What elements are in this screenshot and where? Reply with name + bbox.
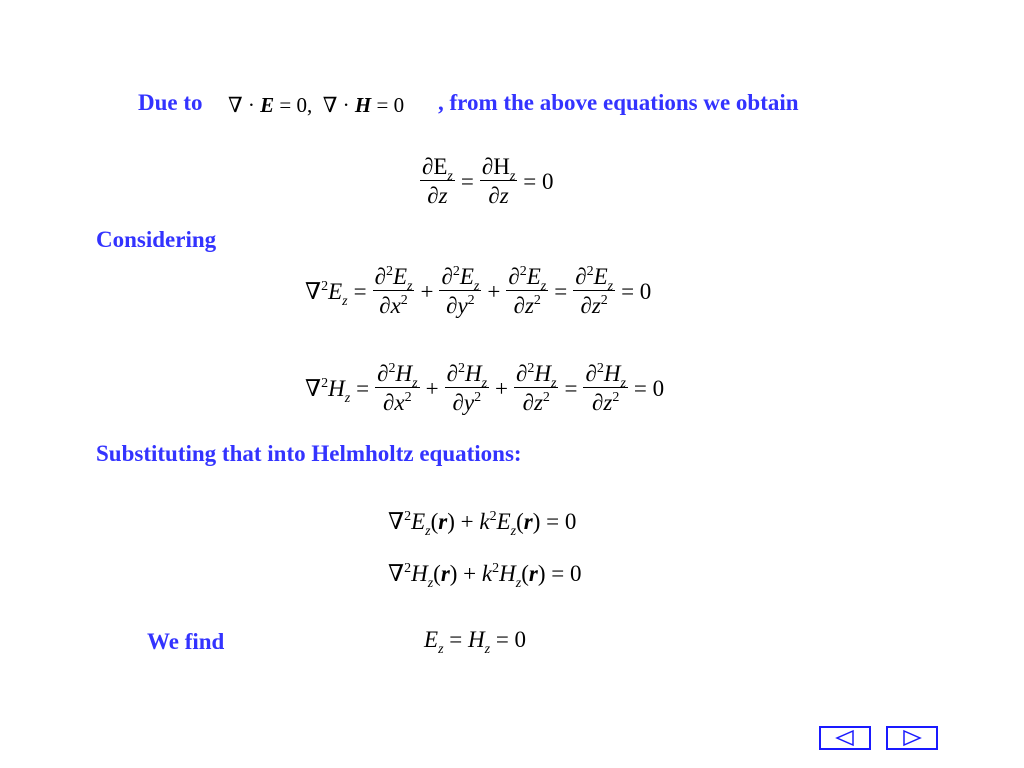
frac-d2Ez-dx2: $\frac{\partial^2E_z}{\partial x^2}$ — [374, 264, 413, 318]
frac-d2Ez-dz2: $\frac{\partial^2E_z}{\partial z^2}$ — [508, 264, 547, 318]
frac-d2Hz-dy2: $\frac{\partial^2H_z}{\partial y^2}$ — [446, 361, 488, 415]
frac-d2Hz-dz2-only: $\frac{\partial^2H_z}{\partial z^2}$ — [585, 361, 626, 415]
helmholtz-Ez: $\nabla^2E_z(r) + k^2E_z(r) = 0$ — [388, 509, 577, 539]
frac-d2Hz-dx2: $\frac{\partial^2H_z}{\partial x^2}$ — [377, 361, 418, 415]
result-equation: $E_z = H_z = 0$ — [424, 627, 527, 657]
frac-d2Hz-dz2: $\frac{\partial^2H_z}{\partial z^2}$ — [516, 361, 557, 415]
intro-prefix: Due to — [138, 90, 203, 115]
substituting-label: Substituting that into Helmholtz equations: — [96, 441, 522, 466]
eq-laplacian-Hz: $\nabla^2H_z$ = $\frac{\partial^2H_z}{\partial x^2}$ + $\frac{\partial^2H_z}{\partial y^2}$ + $\frac{\partial^2H_z}{\partial z^2}$ = $\frac{\partial^2H_z}{\partial z^2}$ = 0 — [305, 361, 665, 415]
lhs-laplacian-Hz: $\nabla^2H_z$ — [305, 375, 351, 406]
frac-d2Ez-dy2: $\frac{\partial^2E_z}{\partial y^2}$ — [441, 264, 480, 318]
lhs-laplacian-Ez: $\nabla^2E_z$ — [305, 278, 348, 309]
next-slide-button[interactable] — [886, 726, 938, 750]
considering-label: Considering — [96, 227, 217, 252]
frac-dHz-dz: $\frac{\partial H_z}{\partial z}$ — [481, 154, 516, 208]
triangle-right-icon — [888, 728, 936, 748]
intro-suffix: , from the above equations we obtain — [438, 90, 799, 115]
we-find-label: We find — [147, 629, 225, 654]
frac-d2Ez-dz2-only: $\frac{\partial^2E_z}{\partial z^2}$ — [575, 264, 614, 318]
eq-partial-z: $\frac{\partial E_z}{\partial z}$ = $\frac{\partial H_z}{\partial z}$ = 0 — [422, 154, 554, 208]
eq-laplacian-Ez: $\nabla^2E_z$ = $\frac{\partial^2E_z}{\partial x^2}$ + $\frac{\partial^2E_z}{\partial y^2}$ + $\frac{\partial^2E_z}{\partial z^2}$ = $\frac{\partial^2E_z}{\partial z^2}$ = 0 — [305, 264, 652, 318]
prev-slide-button[interactable] — [819, 726, 871, 750]
helmholtz-Hz: $\nabla^2H_z(r) + k^2H_z(r) = 0$ — [388, 561, 582, 591]
frac-dEz-dz: $\frac{\partial E_z}{\partial z}$ — [422, 154, 453, 208]
divergence-condition: ∇ · E = 0, ∇ · H = 0 — [228, 93, 405, 117]
triangle-left-icon — [821, 728, 869, 748]
